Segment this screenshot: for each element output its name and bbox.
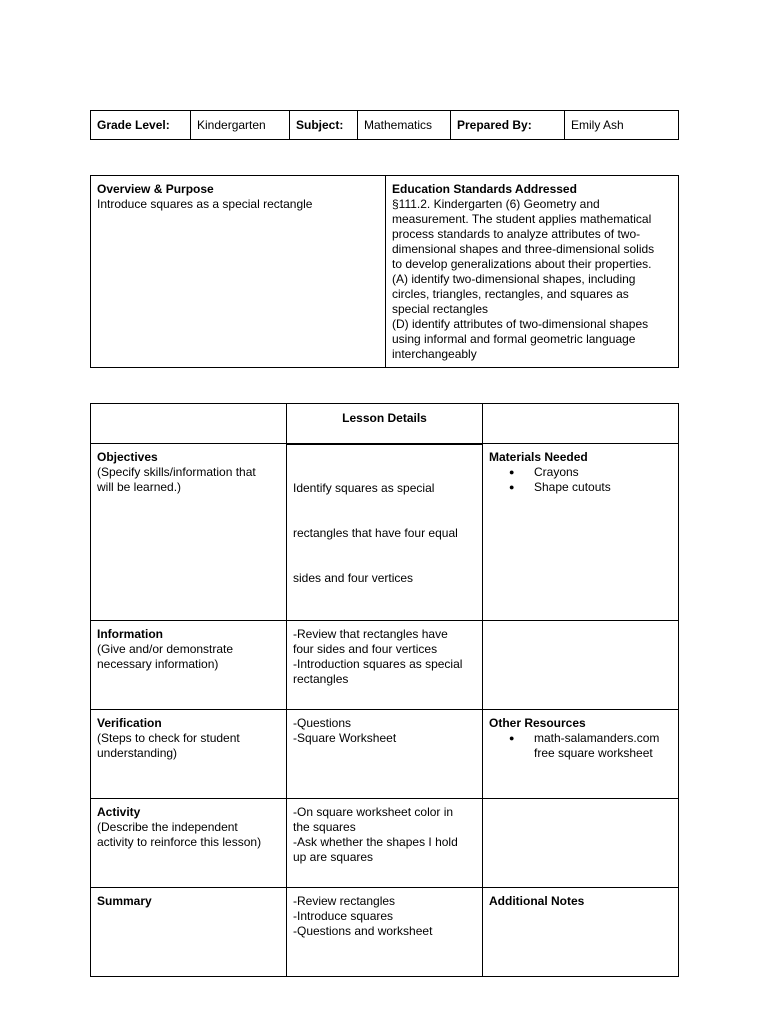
standards-title: Education Standards Addressed (392, 182, 577, 196)
verification-cell: Verification (Steps to check for student understanding) (91, 709, 287, 798)
standards-line: special rectangles (392, 302, 489, 316)
standards-line: interchangeably (392, 347, 477, 361)
bullet-icon: ● (509, 467, 515, 477)
standards-line: §111.2. Kindergarten (6) Geometry and (392, 197, 600, 211)
header-table (90, 110, 679, 140)
summary-cell (91, 887, 287, 976)
notes-title: Additional Notes (489, 893, 585, 908)
standards-line: circles, triangles, rectangles, and squares as (392, 287, 629, 301)
standards-cell (386, 176, 679, 368)
objectives-title: Objectives (97, 450, 158, 464)
standards-line: process standards to analyze attributes of two- (392, 227, 641, 241)
table-row (91, 444, 679, 621)
activity-cell: Activity (Describe the independent activity to reinforce this lesson) (91, 798, 287, 887)
summary-title: Summary (97, 893, 152, 908)
verification-title: Verification (97, 715, 162, 730)
prepared-by-value: Emily Ash (565, 111, 679, 140)
information-title: Information (97, 626, 163, 641)
standards-line: (A) identify two-dimensional shapes, including (392, 272, 636, 286)
standards-line: (D) identify attributes of two-dimensional shapes (392, 317, 649, 331)
standards-line: dimensional shapes and three-dimensional solids (392, 242, 655, 256)
list-item: ● math-salamanders.com free square worksheet (509, 730, 660, 760)
standards-line: measurement. The student applies mathematical (392, 212, 652, 226)
information-cell: Information (Give and/or demonstrate necessary information) (91, 620, 287, 709)
standards-line: to develop generalizations about their properties. (392, 257, 652, 271)
subject-value: Mathematics (358, 111, 451, 140)
materials-list (489, 465, 672, 495)
resources-title: Other Resources (489, 715, 586, 730)
standards-line: using informal and formal geometric language (392, 332, 636, 346)
overview-table (90, 175, 679, 368)
subject-label: Subject: (290, 111, 358, 140)
summary-content: -Review rectangles -Introduce squares -Questions and worksheet (287, 887, 483, 976)
notes-cell (483, 887, 679, 976)
activity-title: Activity (97, 804, 141, 819)
bullet-icon: ● (509, 482, 515, 492)
list-item: ● Crayons (509, 465, 579, 479)
resources-list (489, 731, 672, 761)
objectives-cell: Objectives (Specify skills/information that will be learned.) (91, 444, 287, 621)
overview-title: Overview & Purpose (97, 182, 214, 196)
grade-level-value: Kindergarten (191, 111, 290, 140)
materials-title: Materials Needed (489, 450, 588, 464)
lesson-table (90, 403, 679, 977)
grade-level-label: Grade Level: (91, 111, 191, 140)
resources-cell (483, 709, 679, 798)
information-content: -Review that rectangles have four sides and four vertices -Introduction squares as special rectangles (287, 620, 483, 709)
table-row (91, 887, 679, 976)
lesson-details-heading: Lesson Details (342, 411, 427, 425)
overview-cell (91, 176, 386, 368)
table-row (91, 620, 679, 709)
table-row (91, 709, 679, 798)
list-item: ● Shape cutouts (509, 480, 611, 494)
prepared-by-label: Prepared By: (451, 111, 565, 140)
overview-text: Introduce squares as a special rectangle (97, 197, 313, 211)
verification-content: -Questions -Square Worksheet (287, 709, 483, 798)
materials-cell (483, 444, 679, 621)
objectives-content: Identify squares as special rectangles that have four equal sides and four vertices (287, 444, 483, 621)
lesson-heading-row (91, 404, 679, 444)
activity-content: -On square worksheet color in the squares -Ask whether the shapes I hold up are squares (287, 798, 483, 887)
bullet-icon: ● (509, 732, 515, 743)
table-row (91, 798, 679, 887)
